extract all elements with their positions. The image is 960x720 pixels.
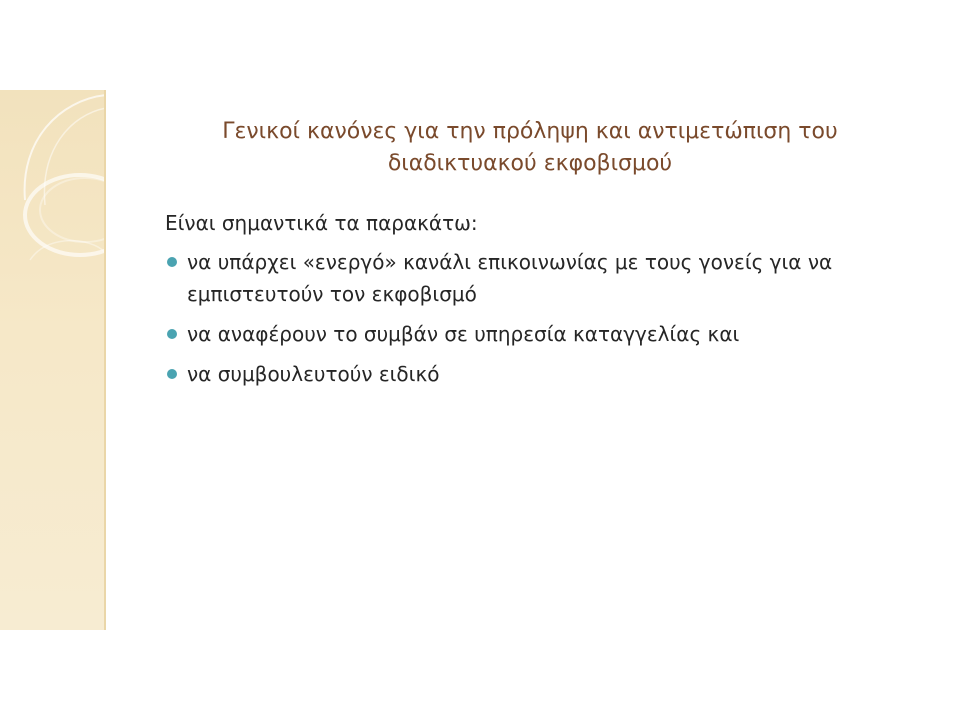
decorative-swirl-graphic — [0, 90, 106, 630]
bullet-dot-icon — [167, 329, 177, 339]
bullet-text: να συμβουλευτούν ειδικό — [187, 362, 440, 386]
bullet-dot-icon — [167, 369, 177, 379]
slide-title-line-1: Γενικοί κανόνες για την πρόληψη και αντιμετώπιση του — [222, 119, 838, 144]
slide-title — [170, 116, 890, 180]
bullet-text: να αναφέρουν το συμβάν σε υπηρεσία καταγγελίας και — [187, 322, 740, 346]
slide-body — [165, 208, 935, 398]
bullet-list — [165, 246, 935, 390]
bullet-item — [165, 318, 935, 350]
bullet-item — [165, 358, 935, 390]
decorative-side-band — [0, 90, 106, 630]
side-band-edge — [104, 90, 106, 630]
bullet-item — [165, 246, 935, 310]
slide-title-line-2: διαδικτυακού εκφοβισμού — [387, 151, 673, 176]
bullet-text: να υπάρχει «ενεργό» κανάλι επικοινωνίας με τους γονείς για να εμπιστευτούν τον εκφοβισμό — [187, 250, 833, 306]
bullet-dot-icon — [167, 257, 177, 267]
intro-text: Είναι σημαντικά τα παρακάτω: — [165, 211, 478, 235]
